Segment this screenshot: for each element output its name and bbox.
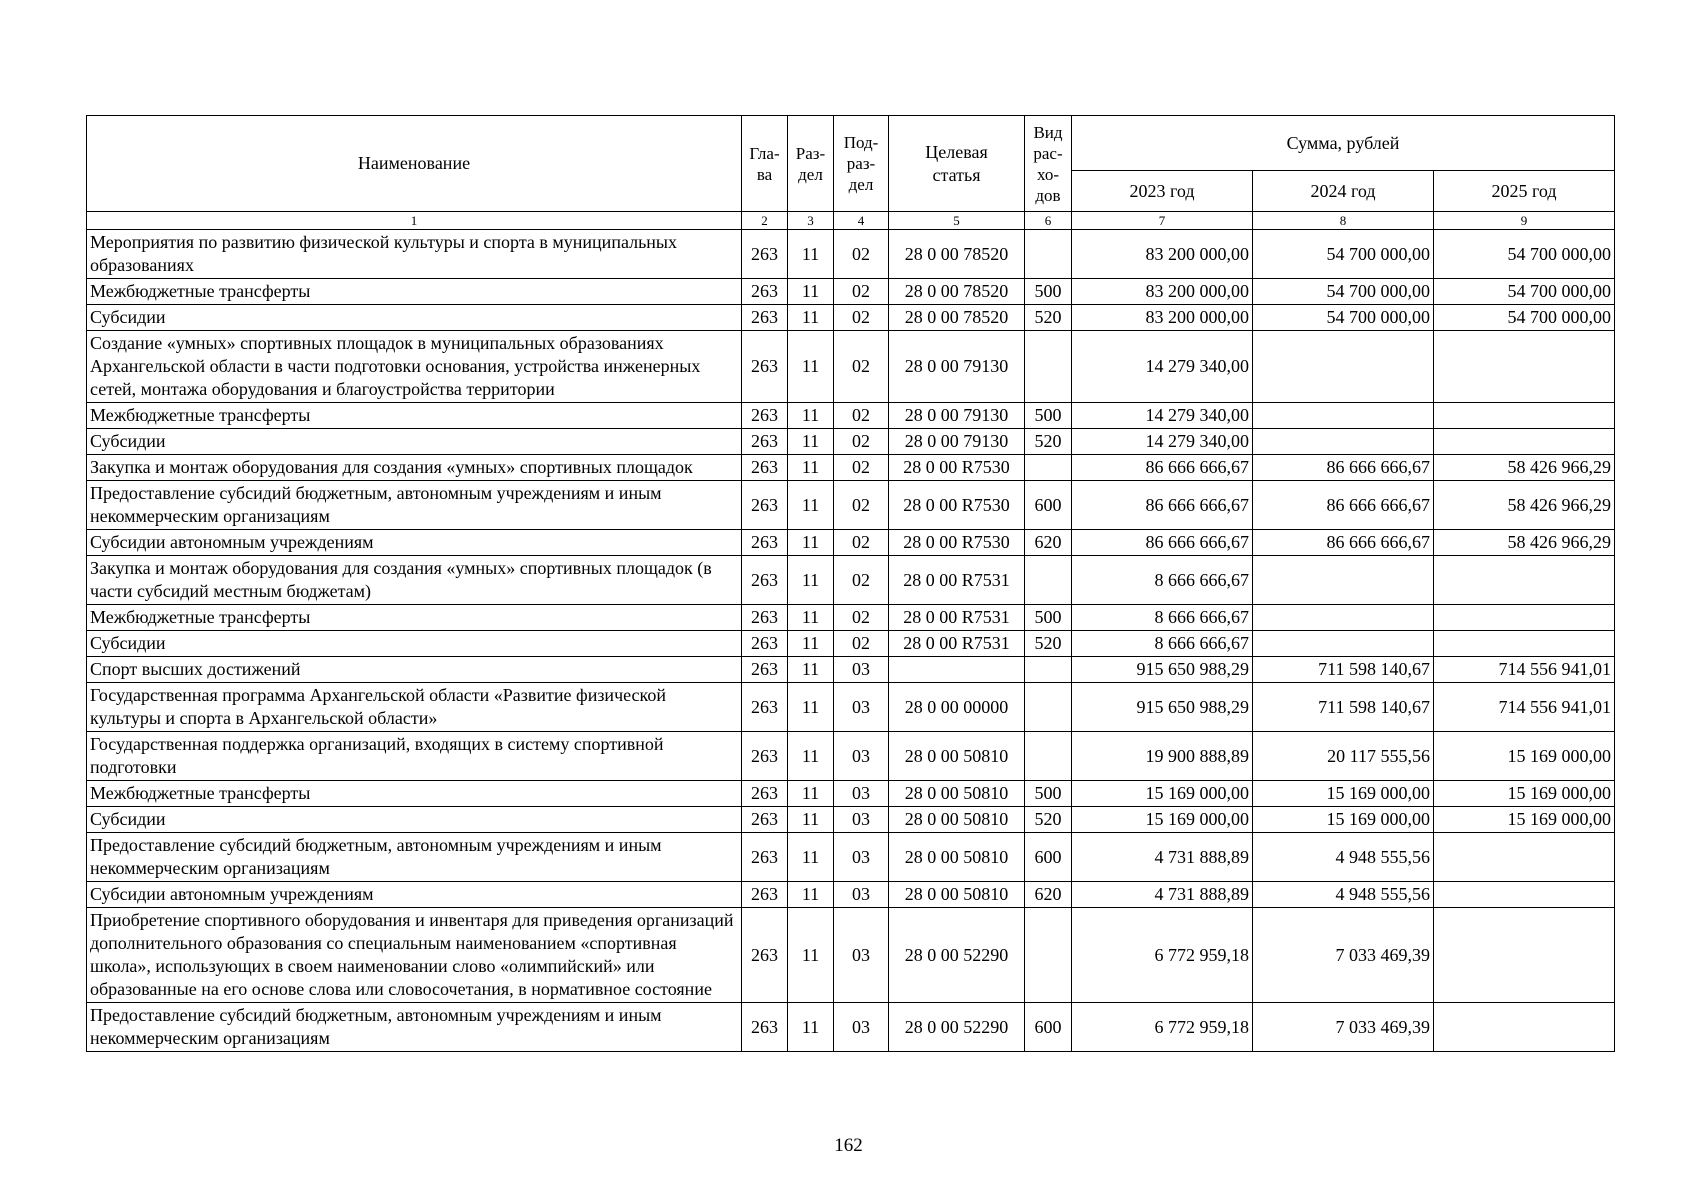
- row-subsection: 02: [834, 530, 889, 556]
- row-section: 11: [788, 833, 834, 882]
- row-subsection: 02: [834, 631, 889, 657]
- row-expense-type: 600: [1025, 1003, 1072, 1052]
- header-year-2024: 2024 год: [1253, 171, 1434, 212]
- row-section: 11: [788, 631, 834, 657]
- row-target-article: 28 0 00 50810: [889, 732, 1025, 781]
- row-target-article: 28 0 00 R7530: [889, 481, 1025, 530]
- row-name: Межбюджетные трансферты: [87, 279, 742, 305]
- row-name: Субсидии автономным учреждениям: [87, 530, 742, 556]
- row-chapter: 263: [742, 230, 788, 279]
- row-chapter: 263: [742, 657, 788, 683]
- row-section: 11: [788, 455, 834, 481]
- row-amount-2025: 714 556 941,01: [1434, 657, 1615, 683]
- row-amount-2023: 915 650 988,29: [1072, 657, 1253, 683]
- row-amount-2023: 83 200 000,00: [1072, 230, 1253, 279]
- header-amount-group: Сумма, рублей: [1072, 116, 1615, 171]
- row-section: 11: [788, 1003, 834, 1052]
- row-name: Субсидии: [87, 429, 742, 455]
- row-section: 11: [788, 230, 834, 279]
- row-chapter: 263: [742, 331, 788, 403]
- row-amount-2024: [1253, 605, 1434, 631]
- row-target-article: 28 0 00 00000: [889, 683, 1025, 732]
- row-subsection: 02: [834, 279, 889, 305]
- row-amount-2023: 14 279 340,00: [1072, 331, 1253, 403]
- row-amount-2024: 7 033 469,39: [1253, 1003, 1434, 1052]
- row-subsection: 02: [834, 605, 889, 631]
- row-expense-type: 620: [1025, 530, 1072, 556]
- header-name: Наименование: [87, 116, 742, 212]
- table-row: [87, 1003, 1615, 1052]
- row-target-article: 28 0 00 R7530: [889, 455, 1025, 481]
- row-amount-2024: 4 948 555,56: [1253, 833, 1434, 882]
- row-name: Закупка и монтаж оборудования для создания «умных» спортивных площадок (в части субсидий местным бюджетам): [87, 556, 742, 605]
- row-expense-type: 620: [1025, 882, 1072, 908]
- row-amount-2025: 54 700 000,00: [1434, 305, 1615, 331]
- row-amount-2025: [1434, 833, 1615, 882]
- row-target-article: 28 0 00 R7531: [889, 556, 1025, 605]
- row-expense-type: 520: [1025, 429, 1072, 455]
- row-amount-2024: 54 700 000,00: [1253, 279, 1434, 305]
- row-subsection: 03: [834, 732, 889, 781]
- row-section: 11: [788, 882, 834, 908]
- row-expense-type: [1025, 683, 1072, 732]
- row-amount-2023: 83 200 000,00: [1072, 279, 1253, 305]
- row-section: 11: [788, 279, 834, 305]
- row-target-article: 28 0 00 79130: [889, 429, 1025, 455]
- table-row: [87, 530, 1615, 556]
- row-amount-2024: [1253, 331, 1434, 403]
- row-subsection: 02: [834, 429, 889, 455]
- row-expense-type: [1025, 732, 1072, 781]
- table-row: [87, 429, 1615, 455]
- row-section: 11: [788, 429, 834, 455]
- row-name: Субсидии автономным учреждениям: [87, 882, 742, 908]
- row-target-article: 28 0 00 79130: [889, 331, 1025, 403]
- header-expense-type: Вид рас- хо- дов: [1025, 116, 1072, 212]
- row-amount-2025: [1434, 403, 1615, 429]
- row-expense-type: 520: [1025, 807, 1072, 833]
- row-section: 11: [788, 331, 834, 403]
- row-amount-2025: 15 169 000,00: [1434, 732, 1615, 781]
- row-amount-2023: 14 279 340,00: [1072, 403, 1253, 429]
- row-expense-type: 500: [1025, 781, 1072, 807]
- row-amount-2024: 86 666 666,67: [1253, 455, 1434, 481]
- row-section: 11: [788, 605, 834, 631]
- row-name: Межбюджетные трансферты: [87, 403, 742, 429]
- table-row: [87, 331, 1615, 403]
- row-amount-2025: 58 426 966,29: [1434, 481, 1615, 530]
- row-target-article: 28 0 00 R7530: [889, 530, 1025, 556]
- header-chapter: Гла- ва: [742, 116, 788, 212]
- row-name: Государственная программа Архангельской области «Развитие физической культуры и спорта в Архангельской области»: [87, 683, 742, 732]
- row-amount-2023: 915 650 988,29: [1072, 683, 1253, 732]
- row-subsection: 03: [834, 833, 889, 882]
- row-expense-type: [1025, 908, 1072, 1003]
- table-row: [87, 455, 1615, 481]
- column-number: 7: [1072, 212, 1253, 230]
- row-chapter: 263: [742, 732, 788, 781]
- row-amount-2025: [1434, 908, 1615, 1003]
- table-row: [87, 781, 1615, 807]
- row-amount-2024: 20 117 555,56: [1253, 732, 1434, 781]
- row-expense-type: 600: [1025, 481, 1072, 530]
- row-amount-2024: [1253, 403, 1434, 429]
- row-chapter: 263: [742, 455, 788, 481]
- row-amount-2024: [1253, 429, 1434, 455]
- row-amount-2023: 15 169 000,00: [1072, 781, 1253, 807]
- page-number: 162: [834, 1135, 863, 1156]
- row-amount-2024: 711 598 140,67: [1253, 683, 1434, 732]
- row-amount-2025: [1434, 556, 1615, 605]
- row-name: Создание «умных» спортивных площадок в муниципальных образованиях Архангельской области в части подготовки основания, устройства инженерных сетей, монтажа оборудования и благоустройства территории: [87, 331, 742, 403]
- row-amount-2024: 54 700 000,00: [1253, 305, 1434, 331]
- header-year-2023: 2023 год: [1072, 171, 1253, 212]
- row-amount-2024: 86 666 666,67: [1253, 481, 1434, 530]
- row-section: 11: [788, 683, 834, 732]
- row-chapter: 263: [742, 908, 788, 1003]
- table-row: [87, 305, 1615, 331]
- row-chapter: 263: [742, 683, 788, 732]
- row-subsection: 03: [834, 1003, 889, 1052]
- table-row: [87, 657, 1615, 683]
- row-amount-2024: 4 948 555,56: [1253, 882, 1434, 908]
- row-expense-type: [1025, 657, 1072, 683]
- row-subsection: 03: [834, 908, 889, 1003]
- row-amount-2025: [1434, 605, 1615, 631]
- header-year-2025: 2025 год: [1434, 171, 1615, 212]
- row-section: 11: [788, 732, 834, 781]
- row-target-article: 28 0 00 50810: [889, 781, 1025, 807]
- row-subsection: 02: [834, 403, 889, 429]
- row-amount-2023: 83 200 000,00: [1072, 305, 1253, 331]
- table-row: [87, 908, 1615, 1003]
- table-row: [87, 807, 1615, 833]
- row-name: Межбюджетные трансферты: [87, 605, 742, 631]
- row-amount-2024: 711 598 140,67: [1253, 657, 1434, 683]
- row-amount-2023: 8 666 666,67: [1072, 556, 1253, 605]
- row-expense-type: 600: [1025, 833, 1072, 882]
- row-amount-2023: 8 666 666,67: [1072, 631, 1253, 657]
- row-target-article: 28 0 00 52290: [889, 908, 1025, 1003]
- row-target-article: 28 0 00 78520: [889, 305, 1025, 331]
- row-amount-2023: 8 666 666,67: [1072, 605, 1253, 631]
- row-amount-2023: 4 731 888,89: [1072, 833, 1253, 882]
- row-chapter: 263: [742, 556, 788, 605]
- row-expense-type: 520: [1025, 631, 1072, 657]
- row-amount-2025: 54 700 000,00: [1434, 230, 1615, 279]
- table-row: [87, 403, 1615, 429]
- row-subsection: 02: [834, 305, 889, 331]
- row-chapter: 263: [742, 481, 788, 530]
- table-row: [87, 556, 1615, 605]
- row-expense-type: 520: [1025, 305, 1072, 331]
- row-target-article: 28 0 00 50810: [889, 882, 1025, 908]
- row-amount-2023: 14 279 340,00: [1072, 429, 1253, 455]
- column-number: 9: [1434, 212, 1615, 230]
- column-number: 2: [742, 212, 788, 230]
- row-chapter: 263: [742, 882, 788, 908]
- row-chapter: 263: [742, 833, 788, 882]
- row-target-article: 28 0 00 R7531: [889, 631, 1025, 657]
- table-body: [87, 212, 1615, 1052]
- row-section: 11: [788, 530, 834, 556]
- row-amount-2025: 58 426 966,29: [1434, 455, 1615, 481]
- row-subsection: 03: [834, 807, 889, 833]
- row-chapter: 263: [742, 781, 788, 807]
- row-chapter: 263: [742, 279, 788, 305]
- table-row: [87, 279, 1615, 305]
- row-name: Предоставление субсидий бюджетным, автономным учреждениям и иным некоммерческим организациям: [87, 1003, 742, 1052]
- row-amount-2024: 7 033 469,39: [1253, 908, 1434, 1003]
- row-amount-2023: 86 666 666,67: [1072, 455, 1253, 481]
- row-amount-2023: 4 731 888,89: [1072, 882, 1253, 908]
- row-name: Субсидии: [87, 807, 742, 833]
- row-amount-2025: [1434, 882, 1615, 908]
- row-amount-2024: 15 169 000,00: [1253, 781, 1434, 807]
- row-expense-type: 500: [1025, 605, 1072, 631]
- row-section: 11: [788, 657, 834, 683]
- row-section: 11: [788, 556, 834, 605]
- header-section: Раз- дел: [788, 116, 834, 212]
- row-section: 11: [788, 305, 834, 331]
- row-target-article: [889, 657, 1025, 683]
- row-section: 11: [788, 781, 834, 807]
- row-amount-2023: 6 772 959,18: [1072, 1003, 1253, 1052]
- row-name: Предоставление субсидий бюджетным, автономным учреждениям и иным некоммерческим организациям: [87, 481, 742, 530]
- row-amount-2025: [1434, 331, 1615, 403]
- row-amount-2025: 15 169 000,00: [1434, 807, 1615, 833]
- row-name: Мероприятия по развитию физической культуры и спорта в муниципальных образованиях: [87, 230, 742, 279]
- table-row: [87, 683, 1615, 732]
- row-target-article: 28 0 00 52290: [889, 1003, 1025, 1052]
- table-row: [87, 605, 1615, 631]
- header-subsection: Под- раз- дел: [834, 116, 889, 212]
- row-chapter: 263: [742, 807, 788, 833]
- row-amount-2024: 86 666 666,67: [1253, 530, 1434, 556]
- row-amount-2025: 714 556 941,01: [1434, 683, 1615, 732]
- row-subsection: 03: [834, 781, 889, 807]
- table-row: [87, 833, 1615, 882]
- row-target-article: 28 0 00 50810: [889, 807, 1025, 833]
- row-amount-2025: 58 426 966,29: [1434, 530, 1615, 556]
- row-amount-2025: 15 169 000,00: [1434, 781, 1615, 807]
- row-subsection: 02: [834, 455, 889, 481]
- row-amount-2023: 15 169 000,00: [1072, 807, 1253, 833]
- row-name: Субсидии: [87, 305, 742, 331]
- row-section: 11: [788, 908, 834, 1003]
- row-section: 11: [788, 807, 834, 833]
- row-subsection: 03: [834, 882, 889, 908]
- row-expense-type: [1025, 556, 1072, 605]
- row-section: 11: [788, 481, 834, 530]
- table-row: [87, 631, 1615, 657]
- row-expense-type: [1025, 331, 1072, 403]
- table-row: [87, 882, 1615, 908]
- row-amount-2025: [1434, 631, 1615, 657]
- row-chapter: 263: [742, 305, 788, 331]
- row-name: Закупка и монтаж оборудования для создания «умных» спортивных площадок: [87, 455, 742, 481]
- column-number: 4: [834, 212, 889, 230]
- row-expense-type: 500: [1025, 403, 1072, 429]
- row-name: Субсидии: [87, 631, 742, 657]
- row-amount-2024: 15 169 000,00: [1253, 807, 1434, 833]
- row-subsection: 02: [834, 556, 889, 605]
- row-target-article: 28 0 00 78520: [889, 279, 1025, 305]
- row-subsection: 03: [834, 657, 889, 683]
- column-number-row: [87, 212, 1615, 230]
- row-target-article: 28 0 00 R7531: [889, 605, 1025, 631]
- row-subsection: 03: [834, 683, 889, 732]
- row-chapter: 263: [742, 530, 788, 556]
- row-target-article: 28 0 00 78520: [889, 230, 1025, 279]
- row-chapter: 263: [742, 429, 788, 455]
- row-subsection: 02: [834, 481, 889, 530]
- table-row: [87, 732, 1615, 781]
- column-number: 6: [1025, 212, 1072, 230]
- row-target-article: 28 0 00 79130: [889, 403, 1025, 429]
- row-chapter: 263: [742, 605, 788, 631]
- row-chapter: 263: [742, 403, 788, 429]
- row-name: Предоставление субсидий бюджетным, автономным учреждениям и иным некоммерческим организациям: [87, 833, 742, 882]
- row-expense-type: [1025, 455, 1072, 481]
- row-subsection: 02: [834, 230, 889, 279]
- row-amount-2025: [1434, 1003, 1615, 1052]
- row-amount-2025: [1434, 429, 1615, 455]
- row-chapter: 263: [742, 631, 788, 657]
- row-amount-2023: 86 666 666,67: [1072, 481, 1253, 530]
- row-amount-2023: 86 666 666,67: [1072, 530, 1253, 556]
- row-target-article: 28 0 00 50810: [889, 833, 1025, 882]
- column-number: 8: [1253, 212, 1434, 230]
- row-amount-2025: 54 700 000,00: [1434, 279, 1615, 305]
- row-amount-2024: [1253, 556, 1434, 605]
- table-row: [87, 481, 1615, 530]
- row-amount-2024: [1253, 631, 1434, 657]
- row-name: Государственная поддержка организаций, входящих в систему спортивной подготовки: [87, 732, 742, 781]
- column-number: 3: [788, 212, 834, 230]
- row-subsection: 02: [834, 331, 889, 403]
- row-amount-2023: 19 900 888,89: [1072, 732, 1253, 781]
- row-amount-2023: 6 772 959,18: [1072, 908, 1253, 1003]
- row-name: Межбюджетные трансферты: [87, 781, 742, 807]
- header-target-article: Целевая статья: [889, 116, 1025, 212]
- row-section: 11: [788, 403, 834, 429]
- row-chapter: 263: [742, 1003, 788, 1052]
- table-row: [87, 230, 1615, 279]
- column-number: 5: [889, 212, 1025, 230]
- row-expense-type: [1025, 230, 1072, 279]
- row-expense-type: 500: [1025, 279, 1072, 305]
- row-amount-2024: 54 700 000,00: [1253, 230, 1434, 279]
- row-name: Спорт высших достижений: [87, 657, 742, 683]
- row-name: Приобретение спортивного оборудования и инвентаря для приведения организаций дополнительного образования со специальным наименованием «спортивная школа», использующих в своем наименовании слово «олимпийский» или образованные на его основе слова или словосочетания, в нормативное состояние: [87, 908, 742, 1003]
- budget-table: [86, 115, 1615, 1052]
- column-number: 1: [87, 212, 742, 230]
